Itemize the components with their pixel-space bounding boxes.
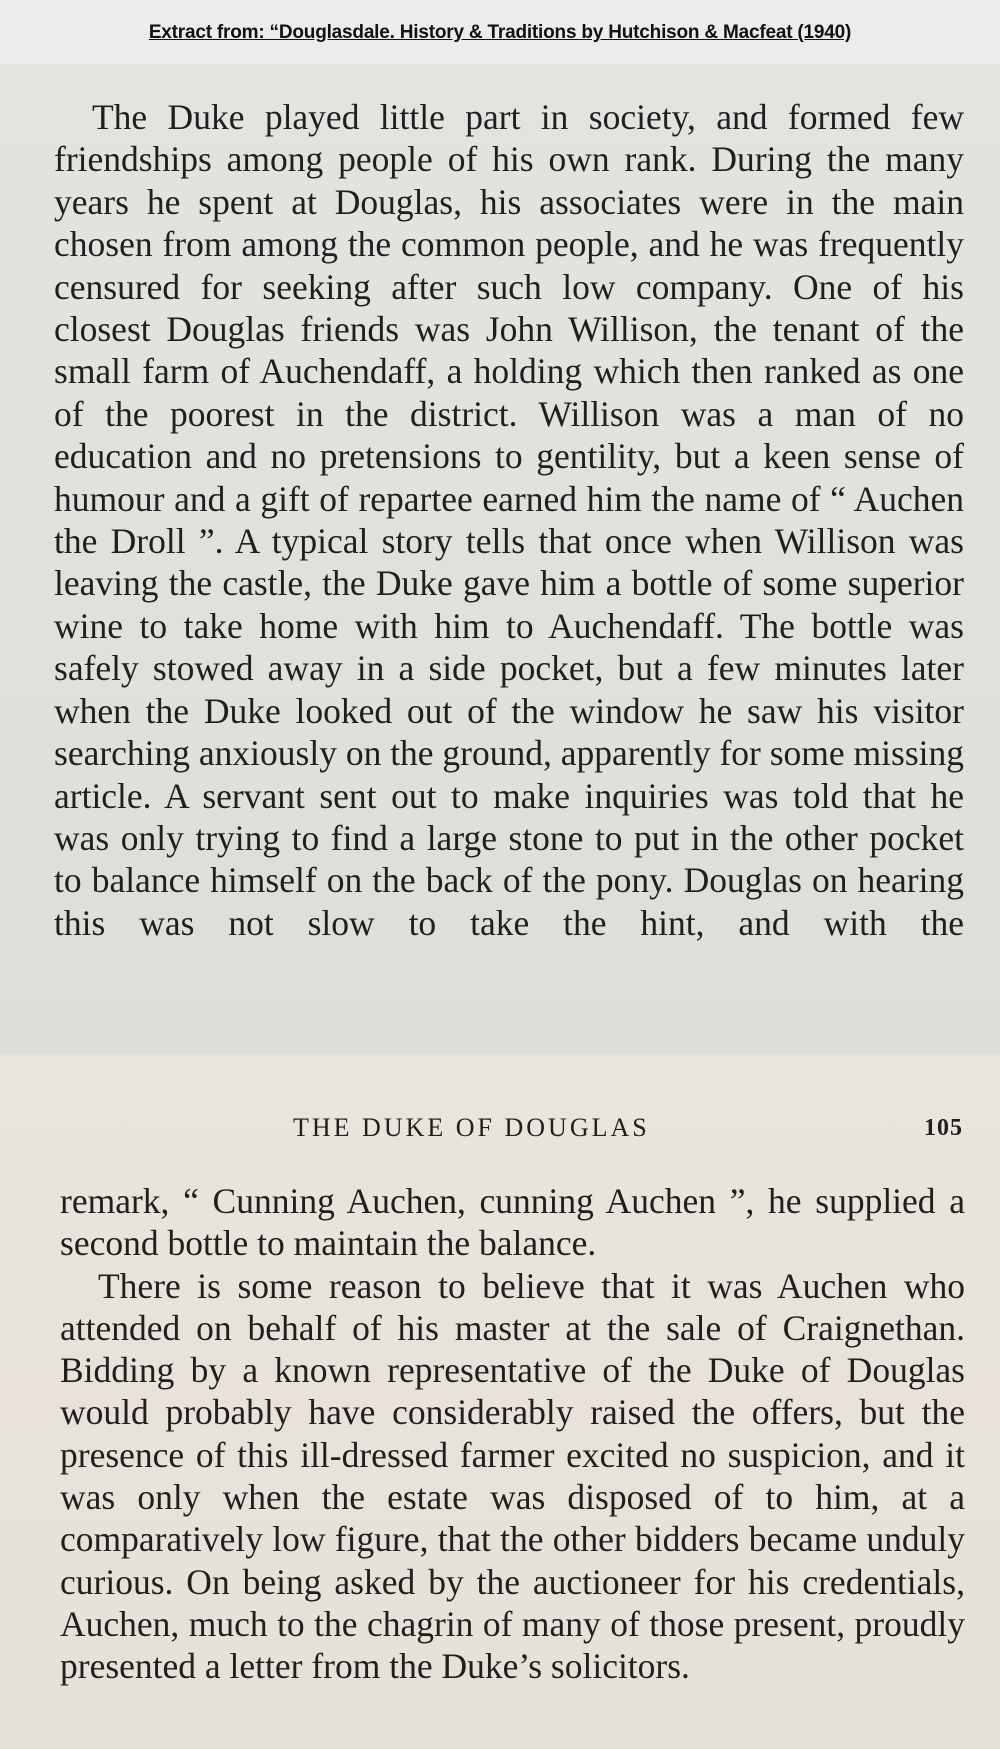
paragraph-cunning-auchen: remark, “ Cunning Auchen, cunning Auchen ”, he supplied a second bottle to maintain the balance. — [60, 1181, 965, 1264]
paragraph-craignethan-sale: There is some reason to believe that it was Auchen who attended on behalf of his master at the sale of Craignethan. Bidding by a known representative of the Duke of Douglas would probably have considerably raised the offers, but the presence of this ill-dressed farmer excited no suspicion, and it was only when the estate was disposed of to him, at a comparatively low figure, that the other bidders became unduly curious. On being asked by the auctioneer for his credentials, Auchen, much to the chagrin of many of those present, proudly presented a letter from the Duke’s solicitors. — [60, 1265, 965, 1687]
source-caption-text: Extract from: “Douglasdale. History & Traditions by Hutchison & Macfeat (1940) — [148, 22, 852, 43]
running-head — [60, 1113, 965, 1153]
paragraph-duke-society: The Duke played little part in society, and formed few friendships among people of his own rank. During the many years he spent at Douglas, his associates were in the main chosen from among the common people, and he was frequently censured for seeking after such low company. One of his closest Douglas friends was John Willison, the tenant of the small farm of Auchendaff, a holding which then ranked as one of the poorest in the district. Willison was a man of no education and no pretensions to gentility, but a keen sense of humour and a gift of repartee earned him the name of “ Auchen the Droll ”. A typical story tells that once when Willison was leaving the castle, the Duke gave him a bottle of some superior wine to take home with him to Auchendaff. The bottle was safely stowed away in a side pocket, but a few minutes later when the Duke looked out of the window he saw his visitor searching anxiously on the ground, apparently for some missing article. A servant sent out to make inquiries was told that he was only trying to find a large stone to put in the other pocket to balance himself on the back of the pony. Douglas on hearing this was not slow to take the hint, and with the — [54, 97, 964, 943]
page-top-text — [54, 96, 964, 944]
page-number: 105 — [924, 1115, 963, 1141]
page-bottom-text — [60, 1180, 965, 1688]
running-head-title: THE DUKE OF DOUGLAS — [293, 1113, 650, 1142]
source-caption — [0, 0, 1000, 64]
